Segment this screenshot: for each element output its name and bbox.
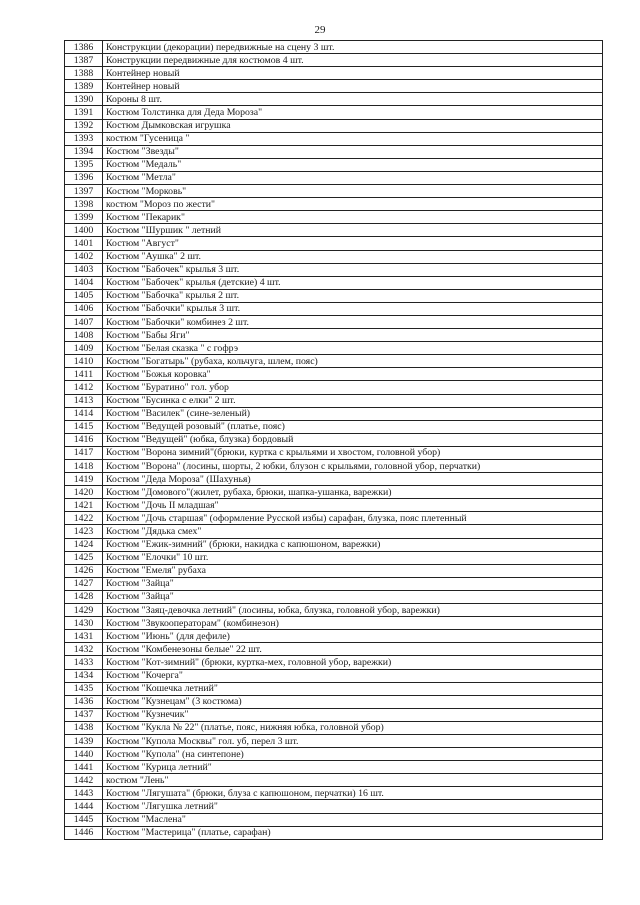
item-name: Костюм "Ежик-зимний" (брюки, накидка с капюшоном, варежки) [103,538,603,551]
row-number: 1408 [65,329,103,342]
table-row [65,368,603,381]
table-row [65,590,603,603]
table-row [65,512,603,525]
item-name: Костюм "Лягушата" (брюки, блуза с капюшоном, перчатки) 16 шт. [103,787,603,800]
item-name: Костюм "Буратино" гол. убор [103,381,603,394]
item-name: Костюм "Комбенезоны белые" 22 шт. [103,643,603,656]
table-row [65,315,603,328]
row-number: 1440 [65,748,103,761]
row-number: 1438 [65,721,103,734]
item-name: Костюм "Морковь" [103,185,603,198]
table-row [65,486,603,499]
table-row [65,734,603,747]
item-name: Костюм "Звезды" [103,145,603,158]
table-row [65,198,603,211]
table-row [65,433,603,446]
item-name: Костюм "Кошечка летний" [103,682,603,695]
row-number: 1395 [65,158,103,171]
item-name: костюм "Лень" [103,774,603,787]
item-name: Костюм "Кочерга" [103,669,603,682]
table-row [65,106,603,119]
item-name: Костюм "Август" [103,237,603,250]
item-name: Костюм "Кот-зимний" (брюки, куртка-мех, головной убор, варежки) [103,656,603,669]
row-number: 1389 [65,80,103,93]
table-row [65,394,603,407]
table-row [65,761,603,774]
table-row [65,355,603,368]
row-number: 1386 [65,41,103,54]
row-number: 1407 [65,315,103,328]
item-name: Конструкции передвижные для костюмов 4 шт. [103,54,603,67]
item-name: Костюм "Аушка" 2 шт. [103,250,603,263]
table-row [65,682,603,695]
row-number: 1418 [65,460,103,473]
row-number: 1391 [65,106,103,119]
row-number: 1419 [65,473,103,486]
table-row [65,604,603,617]
table-row [65,54,603,67]
item-name: Костюм "Божья коровка" [103,368,603,381]
row-number: 1428 [65,590,103,603]
row-number: 1430 [65,617,103,630]
item-name: Костюм "Купола Москвы" гол. уб, перел 3 шт. [103,734,603,747]
row-number: 1413 [65,394,103,407]
row-number: 1414 [65,407,103,420]
row-number: 1435 [65,682,103,695]
row-number: 1424 [65,538,103,551]
row-number: 1398 [65,198,103,211]
item-name: Костюм "Ворона зимний"(брюки, куртка с крыльями и хвостом, головной убор) [103,446,603,459]
row-number: 1387 [65,54,103,67]
row-number: 1445 [65,813,103,826]
table-row [65,656,603,669]
table-row [65,41,603,54]
row-number: 1436 [65,695,103,708]
table-row [65,577,603,590]
row-number: 1437 [65,708,103,721]
row-number: 1412 [65,381,103,394]
table-row [65,564,603,577]
item-name: Контейнер новый [103,67,603,80]
table-row [65,813,603,826]
table-row [65,250,603,263]
item-name: Костюм "Домового"(жилет, рубаха, брюки, шапка-ушанка, варежки) [103,486,603,499]
table-row [65,499,603,512]
row-number: 1388 [65,67,103,80]
row-number: 1406 [65,302,103,315]
table-row [65,93,603,106]
row-number: 1397 [65,185,103,198]
table-row [65,80,603,93]
table-row [65,538,603,551]
row-number: 1394 [65,145,103,158]
item-name: Короны 8 шт. [103,93,603,106]
row-number: 1411 [65,368,103,381]
item-name: Костюм "Бусинка с елки" 2 шт. [103,394,603,407]
item-name: Костюм "Дочь старшая" (оформление Русской избы) сарафан, блузка, пояс плетенный [103,512,603,525]
row-number: 1433 [65,656,103,669]
table-row [65,185,603,198]
table-row [65,342,603,355]
item-name: Костюм "Метла" [103,171,603,184]
item-name: Контейнер новый [103,80,603,93]
row-number: 1393 [65,132,103,145]
item-name: Костюм "Маслена" [103,813,603,826]
table-row [65,237,603,250]
table-row [65,669,603,682]
item-name: Костюм Толстинка для Деда Мороза" [103,106,603,119]
item-name: Костюм "Бабочки" крылья 3 шт. [103,302,603,315]
table-row [65,460,603,473]
table-row [65,276,603,289]
table-row [65,551,603,564]
row-number: 1426 [65,564,103,577]
table-row [65,826,603,839]
row-number: 1423 [65,525,103,538]
item-name: Конструкции (декорации) передвижные на сцену 3 шт. [103,41,603,54]
item-name: Костюм "Мастерица" (платье, сарафан) [103,826,603,839]
row-number: 1434 [65,669,103,682]
row-number: 1421 [65,499,103,512]
table-row [65,643,603,656]
row-number: 1405 [65,289,103,302]
item-name: Костюм "Бабы Яги" [103,329,603,342]
item-name: Костюм "Емеля" рубаха [103,564,603,577]
table-row [65,132,603,145]
row-number: 1442 [65,774,103,787]
table-row [65,420,603,433]
item-name: Костюм "Июнь" (для дефиле) [103,630,603,643]
item-name: Костюм "Бабочки" комбинез 2 шт. [103,315,603,328]
row-number: 1409 [65,342,103,355]
item-name: Костюм "Пекарик" [103,211,603,224]
item-name: Костюм "Деда Мороза" (Шахунья) [103,473,603,486]
item-name: Костюм "Зайца" [103,577,603,590]
row-number: 1417 [65,446,103,459]
item-name: Костюм "Курица летний" [103,761,603,774]
row-number: 1444 [65,800,103,813]
row-number: 1396 [65,171,103,184]
table-row [65,446,603,459]
table-row [65,171,603,184]
table-row [65,263,603,276]
row-number: 1392 [65,119,103,132]
item-name: Костюм "Ворона" (лосины, шорты, 2 юбки, блузон с крыльями, головной убор, перчатки) [103,460,603,473]
row-number: 1429 [65,604,103,617]
table-row [65,407,603,420]
row-number: 1427 [65,577,103,590]
row-number: 1431 [65,630,103,643]
table-row [65,630,603,643]
item-name: Костюм "Василек" (сине-зеленый) [103,407,603,420]
row-number: 1390 [65,93,103,106]
table-row [65,67,603,80]
row-number: 1439 [65,734,103,747]
row-number: 1415 [65,420,103,433]
row-number: 1410 [65,355,103,368]
item-name: Костюм "Дядька смех" [103,525,603,538]
item-name: Костюм "Купола" (на синтепоне) [103,748,603,761]
item-name: Костюм "Кузнечик" [103,708,603,721]
item-name: Костюм Дымковская игрушка [103,119,603,132]
item-name: Костюм "Бабочек" крылья (детские) 4 шт. [103,276,603,289]
row-number: 1443 [65,787,103,800]
item-name: Костюм "Белая сказка " с гофрэ [103,342,603,355]
row-number: 1416 [65,433,103,446]
row-number: 1441 [65,761,103,774]
table-row [65,211,603,224]
item-name: Костюм "Лягушка летний" [103,800,603,813]
inventory-table-body [65,41,603,840]
page-number: 29 [314,24,326,36]
table-row [65,695,603,708]
table-row [65,708,603,721]
item-name: Костюм "Ведущей розовый" (платье, пояс) [103,420,603,433]
row-number: 1432 [65,643,103,656]
table-row [65,329,603,342]
item-name: Костюм "Шуршик " летний [103,224,603,237]
row-number: 1422 [65,512,103,525]
item-name: Костюм "Зайца" [103,590,603,603]
table-row [65,145,603,158]
item-name: Костюм "Медаль" [103,158,603,171]
row-number: 1404 [65,276,103,289]
item-name: Костюм "Богатырь" (рубаха, кольчуга, шлем, пояс) [103,355,603,368]
row-number: 1399 [65,211,103,224]
item-name: Костюм "Кузнецам" (3 костюма) [103,695,603,708]
item-name: Костюм "Бабочек" крылья 3 шт. [103,263,603,276]
row-number: 1403 [65,263,103,276]
row-number: 1400 [65,224,103,237]
table-row [65,800,603,813]
table-row [65,224,603,237]
table-row [65,158,603,171]
table-row [65,617,603,630]
table-row [65,787,603,800]
table-row [65,381,603,394]
row-number: 1446 [65,826,103,839]
table-row [65,289,603,302]
item-name: Костюм "Кукла № 22" (платье, пояс, нижняя юбка, головной убор) [103,721,603,734]
table-row [65,473,603,486]
table-row [65,748,603,761]
row-number: 1402 [65,250,103,263]
table-row [65,774,603,787]
item-name: костюм "Гусеница " [103,132,603,145]
table-row [65,302,603,315]
item-name: Костюм "Ведущей" (юбка, блузка) бордовый [103,433,603,446]
row-number: 1401 [65,237,103,250]
item-name: Костюм "Елочки" 10 шт. [103,551,603,564]
row-number: 1425 [65,551,103,564]
table-row [65,525,603,538]
table-row [65,119,603,132]
item-name: Костюм "Звукооператорам" (комбинезон) [103,617,603,630]
item-name: Костюм "Заяц-девочка летний" (лосины, юбка, блузка, головной убор, варежки) [103,604,603,617]
row-number: 1420 [65,486,103,499]
table-row [65,721,603,734]
item-name: костюм "Мороз по жести" [103,198,603,211]
inventory-table [64,40,603,840]
item-name: Костюм "Бабочка" крылья 2 шт. [103,289,603,302]
item-name: Костюм "Дочь II младшая" [103,499,603,512]
